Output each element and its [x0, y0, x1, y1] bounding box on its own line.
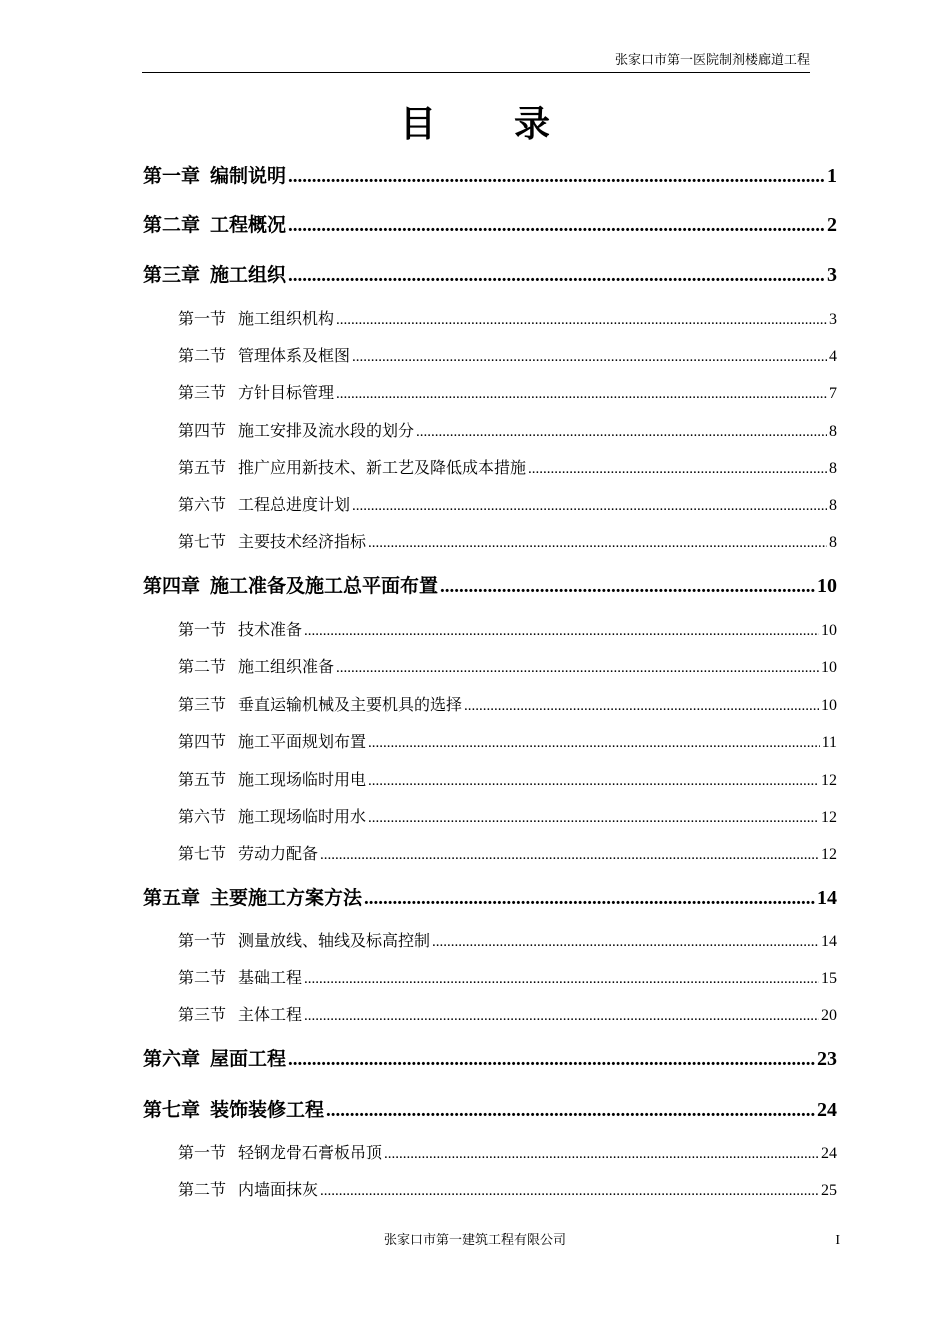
toc-entry-page: 10: [817, 575, 837, 597]
toc-entry-title: 施工现场临时用水: [238, 807, 367, 826]
toc-section-entry[interactable]: [178, 1179, 837, 1202]
toc-section-entry[interactable]: [178, 531, 837, 554]
toc-section-entry[interactable]: [178, 1142, 837, 1165]
toc-dot-leader: [320, 844, 819, 866]
toc-entry-number: 第一节: [178, 931, 227, 950]
toc-entry-number: 第三节: [178, 383, 227, 402]
toc-chapter-entry[interactable]: [143, 573, 837, 600]
toc-entry-page: 12: [821, 809, 837, 826]
toc-entry-number: 第一章: [143, 165, 201, 187]
toc-section-entry[interactable]: [178, 769, 837, 792]
toc-section-entry[interactable]: [178, 806, 837, 829]
toc-entry-number: 第三章: [143, 264, 201, 286]
toc-dot-leader: [336, 383, 827, 405]
toc-dot-leader: [384, 1143, 819, 1165]
toc-entry-number: 第四章: [143, 575, 201, 597]
toc-entry-page: 15: [821, 970, 837, 987]
running-footer: 张家口市第一建筑工程有限公司: [383, 1233, 566, 1248]
toc-section-entry[interactable]: [178, 382, 837, 405]
toc-entry-number: 第一节: [178, 620, 227, 639]
toc-entry-title: 主要技术经济指标: [238, 532, 367, 551]
toc-entry-number: 第六节: [178, 495, 227, 514]
toc-entry-page: 8: [829, 534, 837, 551]
toc-section-entry[interactable]: [178, 930, 837, 953]
toc-entry-title: 测量放线、轴线及标高控制: [238, 931, 431, 950]
toc-section-entry[interactable]: [178, 694, 837, 717]
toc-entry-page: 11: [821, 734, 837, 751]
toc-entry-page: 3: [827, 264, 837, 286]
toc-section-entry[interactable]: [178, 1004, 837, 1027]
toc-entry-title: 管理体系及框图: [238, 346, 351, 365]
toc-dot-leader: [288, 213, 825, 239]
toc-entry-title: 工程概况: [210, 214, 287, 236]
toc-entry-title: 施工组织: [210, 264, 287, 286]
toc-entry-title: 轻钢龙骨石膏板吊顶: [238, 1143, 383, 1162]
toc-entry-title: 技术准备: [238, 620, 303, 639]
toc-section-entry[interactable]: [178, 619, 837, 642]
toc-entry-page: 12: [821, 772, 837, 789]
toc-section-entry[interactable]: [178, 494, 837, 517]
toc-entry-title: 内墙面抹灰: [238, 1180, 319, 1199]
toc-dot-leader: [288, 263, 825, 289]
toc-dot-leader: [416, 421, 827, 443]
toc-entry-number: 第六章: [143, 1048, 201, 1070]
toc-dot-leader: [368, 732, 820, 754]
toc-entry-title: 工程总进度计划: [238, 495, 351, 514]
toc-entry-page: 4: [829, 348, 837, 365]
toc-entry-page: 8: [829, 423, 837, 440]
toc-entry-number: 第三节: [178, 695, 227, 714]
toc-entry-title: 劳动力配备: [238, 844, 319, 863]
toc-entry-page: 10: [821, 622, 837, 639]
toc-dot-leader: [528, 458, 827, 480]
toc-dot-leader: [288, 164, 825, 190]
toc-section-entry[interactable]: [178, 457, 837, 480]
toc-chapter-entry[interactable]: [143, 163, 837, 190]
toc-chapter-entry[interactable]: [143, 885, 837, 912]
toc-entry-number: 第二节: [178, 1180, 227, 1199]
toc-dot-leader: [304, 1005, 819, 1027]
toc-entry-page: 14: [817, 887, 837, 909]
toc-entry-page: 20: [821, 1007, 837, 1024]
toc-dot-leader: [320, 1180, 819, 1202]
toc-entry-title: 施工组织机构: [238, 309, 335, 328]
toc-entry-title: 装饰装修工程: [210, 1099, 325, 1121]
toc-dot-leader: [326, 1098, 815, 1124]
toc-entry-page: 10: [821, 659, 837, 676]
toc-dot-leader: [336, 309, 827, 331]
toc-entry-number: 第五节: [178, 770, 227, 789]
toc-chapter-entry[interactable]: [143, 212, 837, 239]
toc-dot-leader: [440, 574, 815, 600]
toc-dot-leader: [368, 807, 819, 829]
toc-entry-number: 第四节: [178, 421, 227, 440]
toc-dot-leader: [336, 657, 819, 679]
toc-chapter-entry[interactable]: [143, 1046, 837, 1073]
toc-dot-leader: [368, 532, 827, 554]
toc-entry-number: 第一节: [178, 309, 227, 328]
toc-dot-leader: [464, 695, 819, 717]
toc-entry-title: 主要施工方案方法: [210, 887, 363, 909]
running-header: 张家口市第一医院制剂楼廊道工程: [614, 53, 810, 68]
toc-entry-page: 10: [821, 697, 837, 714]
toc-entry-number: 第三节: [178, 1005, 227, 1024]
toc-section-entry[interactable]: [178, 843, 837, 866]
toc-dot-leader: [432, 931, 819, 953]
toc-entry-page: 2: [827, 214, 837, 236]
toc-entry-title: 施工平面规划布置: [238, 732, 367, 751]
toc-entry-title: 基础工程: [238, 968, 303, 987]
toc-entry-number: 第五章: [143, 887, 201, 909]
toc-entry-page: 8: [829, 460, 837, 477]
toc-entry-number: 第七节: [178, 844, 227, 863]
toc-entry-title: 主体工程: [238, 1005, 303, 1024]
toc-chapter-entry[interactable]: [143, 262, 837, 289]
toc-section-entry[interactable]: [178, 420, 837, 443]
toc-entry-number: 第四节: [178, 732, 227, 751]
toc-entry-title: 施工安排及流水段的划分: [238, 421, 415, 440]
toc-dot-leader: [368, 770, 819, 792]
toc-entry-number: 第二节: [178, 968, 227, 987]
toc-entry-page: 24: [821, 1145, 837, 1162]
toc-section-entry[interactable]: [178, 345, 837, 368]
toc-entry-number: 第一节: [178, 1143, 227, 1162]
toc-entry-title: 施工准备及施工总平面布置: [210, 575, 439, 597]
toc-entry-number: 第七章: [143, 1099, 201, 1121]
toc-entry-page: 25: [821, 1182, 837, 1199]
toc-entry-page: 7: [829, 385, 837, 402]
toc-entry-title: 方针目标管理: [238, 383, 335, 402]
toc-dot-leader: [352, 346, 827, 368]
toc-entry-number: 第七节: [178, 532, 227, 551]
toc-entry-page: 3: [829, 311, 837, 328]
toc-chapter-entry[interactable]: [143, 1097, 837, 1124]
toc-entry-number: 第二章: [143, 214, 201, 236]
toc-entry-page: 1: [827, 165, 837, 187]
toc-dot-leader: [304, 620, 819, 642]
toc-entry-title: 屋面工程: [210, 1048, 287, 1070]
toc-entry-number: 第六节: [178, 807, 227, 826]
toc-entry-title: 施工现场临时用电: [238, 770, 367, 789]
toc-entry-title: 施工组织准备: [238, 657, 335, 676]
toc-entry-number: 第五节: [178, 458, 227, 477]
toc-entry-page: 14: [821, 933, 837, 950]
toc-entry-title: 垂直运输机械及主要机具的选择: [238, 695, 463, 714]
toc-dot-leader: [304, 968, 819, 990]
toc-dot-leader: [364, 886, 815, 912]
toc-entry-page: 8: [829, 497, 837, 514]
toc-entry-number: 第二节: [178, 346, 227, 365]
toc-dot-leader: [288, 1047, 815, 1073]
toc-entry-page: 24: [817, 1099, 837, 1121]
toc-section-entry[interactable]: [178, 967, 837, 990]
toc-title: 目录: [399, 104, 628, 145]
toc-entry-page: 23: [817, 1048, 837, 1070]
toc-dot-leader: [352, 495, 827, 517]
toc-section-entry[interactable]: [178, 731, 837, 754]
toc-entry-title: 编制说明: [210, 165, 287, 187]
toc-section-entry[interactable]: [178, 308, 837, 331]
toc-entry-page: 12: [821, 846, 837, 863]
toc-entry-title: 推广应用新技术、新工艺及降低成本措施: [238, 458, 527, 477]
page-number: I: [835, 1233, 840, 1248]
toc-section-entry[interactable]: [178, 656, 837, 679]
toc-entry-number: 第二节: [178, 657, 227, 676]
